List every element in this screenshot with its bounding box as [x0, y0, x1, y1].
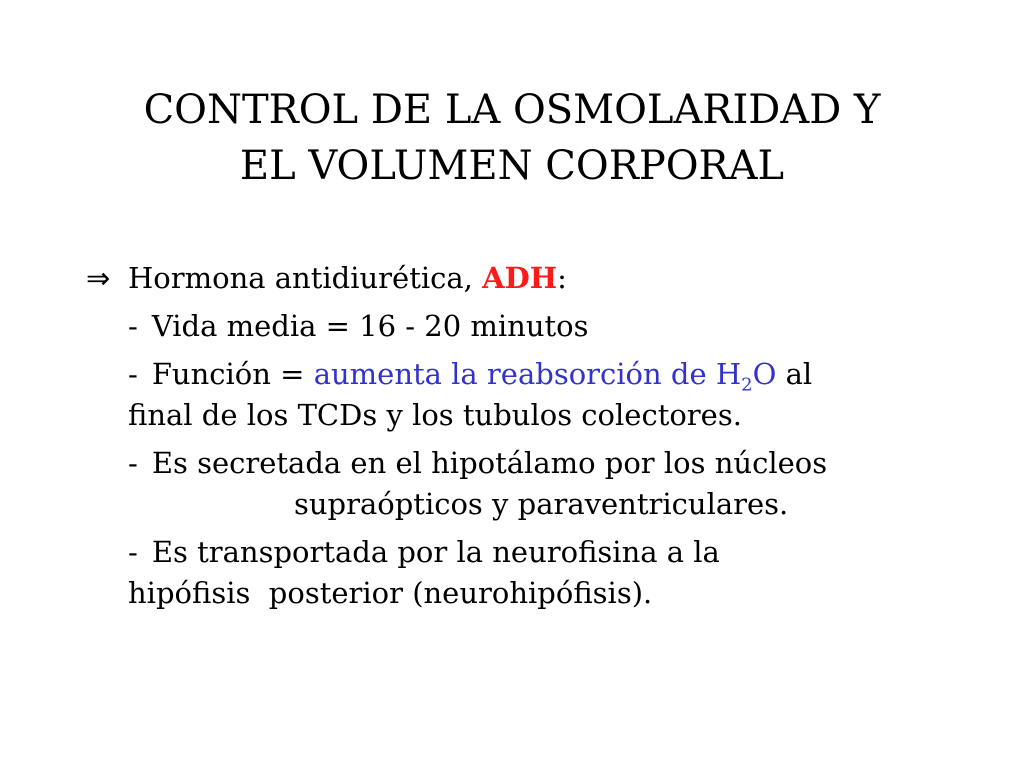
dash: - — [128, 446, 138, 480]
adh-highlight: ADH — [482, 261, 558, 295]
item-funcion — [128, 354, 966, 436]
blue-text-main: aumenta la reabsorción de H — [313, 357, 742, 391]
item-text: Es transportada por la neurofisina a la — [151, 535, 720, 569]
item-secretada — [128, 443, 966, 525]
item-text: Vida media = 16 - 20 minutos — [151, 309, 589, 343]
dash: - — [128, 309, 138, 343]
blue-text-after: O — [752, 357, 777, 391]
slide-body — [86, 258, 966, 621]
slide-title — [40, 82, 984, 194]
item-blue-text — [313, 357, 777, 396]
bullet-text — [128, 258, 567, 299]
item-continuation: supraópticos y paraventriculares. — [294, 487, 789, 521]
double-arrow-icon: ⇒ — [86, 261, 111, 295]
item-continuation: final de los TCDs y los tubulos colectores. — [128, 398, 742, 432]
subscript-2: 2 — [741, 374, 753, 396]
title-line-1: CONTROL DE LA OSMOLARIDAD Y — [143, 87, 881, 133]
item-continuation: hipófisis posterior (neurohipófisis). — [128, 576, 653, 610]
item-transportada — [128, 532, 966, 614]
item-suffix: al — [776, 357, 813, 391]
item-text: Es secretada en el hipotálamo por los núcleos — [151, 446, 828, 480]
dash: - — [128, 357, 138, 391]
bullet-suffix: : — [557, 261, 567, 295]
dash: - — [128, 535, 138, 569]
title-line-2: EL VOLUMEN CORPORAL — [239, 143, 785, 189]
bullet-hormona — [86, 258, 966, 299]
bullet-prefix: Hormona antidiurética, — [128, 261, 483, 295]
item-vida-media — [128, 306, 966, 347]
item-prefix: Función = — [151, 357, 314, 391]
